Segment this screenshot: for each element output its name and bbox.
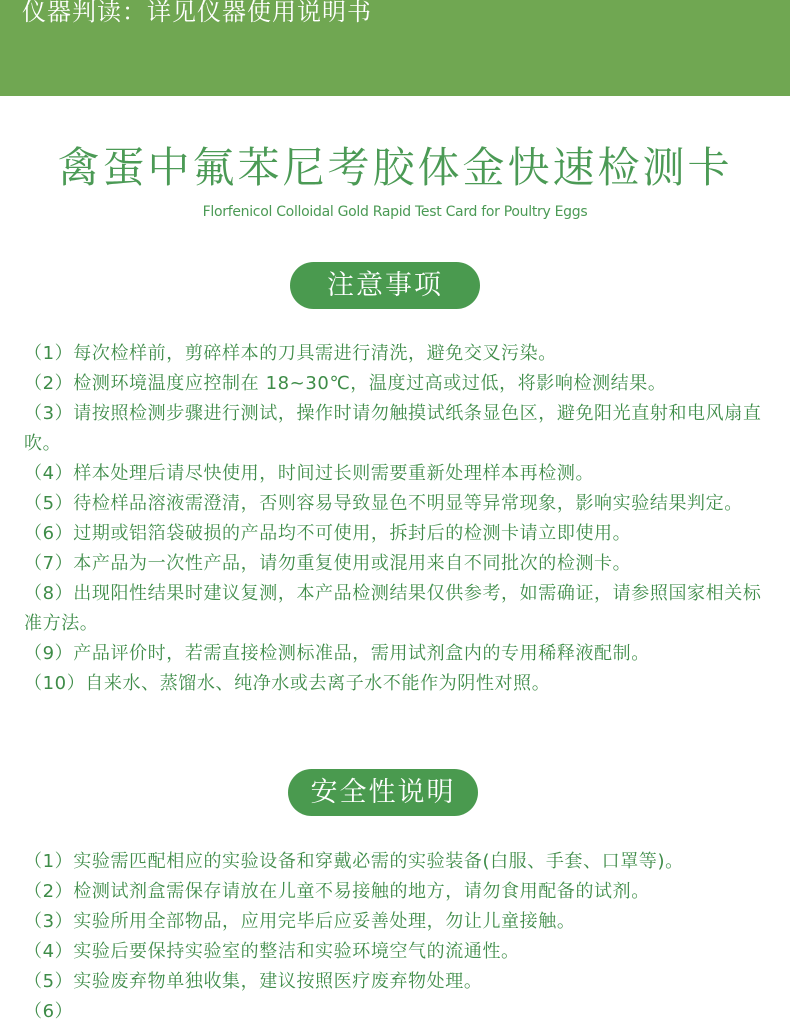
product-title-block [0,140,790,222]
notes-item: （9）产品评价时，若需直接检测标准品，需用试剂盒内的专用稀释液配制。 [24,643,650,664]
safety-item: （5）实验废弃物单独收集，建议按照医疗废弃物处理。 [24,971,483,992]
notes-item: （5）待检样品溶液需澄清，否则容易导致显色不明显等异常现象，影响实验结果判定。 [24,493,743,514]
notes-item: （4）样本处理后请尽快使用，时间过长则需要重新处理样本再检测。 [24,463,595,484]
notes-list [24,339,769,699]
notes-item: （6）过期或铝箔袋破损的产品均不可使用，拆封后的检测卡请立即使用。 [24,523,632,544]
product-title-en: Florfenicol Colloidal Gold Rapid Test Card for Poultry Eggs [202,204,588,220]
safety-heading: 安全性说明 [288,769,478,816]
top-banner [0,0,790,96]
instrument-reading-note: 仪器判读：详见仪器使用说明书 [22,0,372,26]
notes-item: （10）自来水、蒸馏水、纯净水或去离子水不能作为阴性对照。 [24,673,551,694]
safety-item: （2）检测试剂盒需保存请放在儿童不易接触的地方，请勿食用配备的试剂。 [24,881,650,902]
notes-item: （3）请按照检测步骤进行测试，操作时请勿触摸试纸条显色区，避免阳光直射和电风扇直吹。 [24,403,762,454]
safety-item: （3）实验所用全部物品，应用完毕后应妥善处理，勿让儿童接触。 [24,911,576,932]
notes-item: （2）检测环境温度应控制在 18~30℃，温度过高或过低，将影响检测结果。 [24,373,667,394]
product-title-cn: 禽蛋中氟苯尼考胶体金快速检测卡 [57,143,733,192]
notes-item: （1）每次检样前，剪碎样本的刀具需进行清洗，避免交叉污染。 [24,343,557,364]
notes-item: （7）本产品为一次性产品，请勿重复使用或混用来自不同批次的检测卡。 [24,553,632,574]
notes-item: （8）出现阳性结果时建议复测，本产品检测结果仅供参考，如需确证，请参照国家相关标准方法。 [24,583,762,634]
notes-heading: 注意事项 [290,262,480,309]
safety-list [24,847,769,1027]
safety-item: （6） [24,1001,74,1022]
safety-item: （1）实验需匹配相应的实验设备和穿戴必需的实验装备(白服、手套、口罩等)。 [24,851,684,872]
safety-item: （4）实验后要保持实验室的整洁和实验环境空气的流通性。 [24,941,520,962]
